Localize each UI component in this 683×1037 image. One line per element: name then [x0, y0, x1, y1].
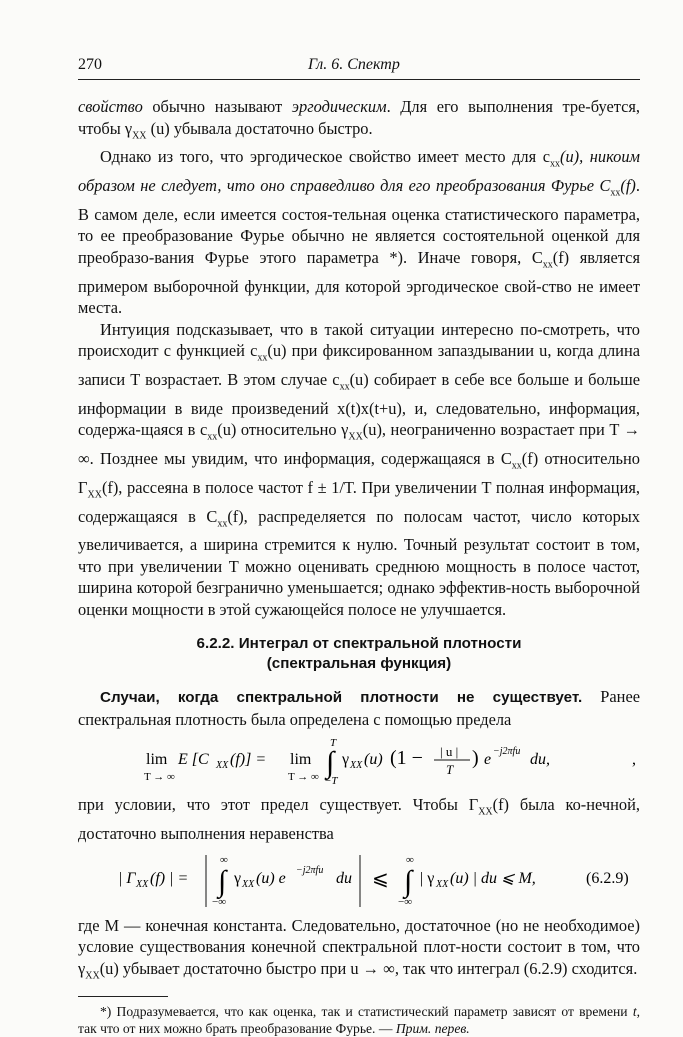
text: *) Подразумевается, что как оценка, так и статистический параметр зависят от времени	[100, 1004, 633, 1020]
text: (u) убывала достаточно быстро.	[146, 118, 373, 138]
text: (u) при фиксированном запаздывании u, когда длина записи T возрастает. В этом случае c	[78, 341, 640, 389]
integral-lower-limit: −∞	[212, 895, 227, 908]
lhs-end: (f) | =	[150, 869, 189, 887]
text: Ранее спектральная плотность была определена с помощью предела	[78, 687, 640, 729]
differential: du	[336, 869, 352, 887]
exponent: −j2πfu	[296, 864, 324, 876]
text: . Для его выполнения тре-буется, чтобы γ	[78, 97, 640, 138]
subscript: xx	[550, 158, 560, 170]
subscript: XX	[87, 489, 102, 501]
italic-symbol: t	[632, 1004, 637, 1020]
lhs-end: (f)] =	[230, 751, 267, 769]
equation-number: (6.2.9)	[586, 869, 629, 887]
subscript: xx	[207, 431, 218, 443]
integral-sign: ∫	[326, 746, 335, 780]
text: (u) относительно γ	[217, 420, 349, 440]
integrand-subscript: XX	[350, 760, 363, 772]
subscript: xx	[511, 460, 522, 472]
subscript: xx	[257, 352, 268, 364]
integrand: γ	[234, 869, 242, 887]
fraction-numerator: | u |	[440, 744, 459, 760]
page-header	[78, 52, 640, 78]
integrand-rest: (u) e	[256, 869, 286, 887]
text: где M — конечная константа. Следовательно, достаточное (но не необходимое) условие существования конечной спектральной плот-ности состоит в том, что γ	[78, 915, 640, 978]
page	[78, 52, 640, 1037]
text: (f), рассеяна в полосе частот f ± 1/T. При увеличении T полная информация, содержащаяся в C	[78, 477, 640, 526]
text: Однако из того, что эргодическое свойство имеет место для c	[100, 147, 550, 167]
integrand2-subscript: XX	[436, 878, 449, 890]
exponent: −j2πfu	[493, 746, 521, 758]
fraction-denominator: T	[446, 762, 454, 778]
lhs-subscript: XX	[136, 878, 149, 890]
leq-symbol: ⩽	[372, 867, 389, 890]
paragraph-1	[78, 96, 640, 146]
run-in-heading: Случаи, когда спектральной плотности не существует.	[100, 689, 583, 707]
text: (u) собирает в себе все больше и больше информации в виде произведений x(t)x(t+u), и, следовательно, информация, содержа-щаяся в c	[78, 369, 641, 440]
integral-upper-limit: T	[330, 737, 337, 750]
integrand2-rest: (u) | du ⩽ M,	[450, 869, 536, 887]
integral2-lower-limit: −∞	[398, 895, 413, 908]
footnote	[78, 1003, 640, 1037]
page-body	[78, 96, 640, 1037]
running-title: Гл. 6. Спектр	[308, 56, 400, 73]
section-title: 6.2.2. Интеграл от спектральной плотности	[196, 635, 522, 653]
text: . В самом деле, если имеется состоя-тельная оценка статистического параметра, то ее преобразование Фурье обычно не является состоятельной оценкой для преобразо-вания Фурье этого параметра *). Иначе говоря, C	[78, 176, 640, 267]
differential: du,	[530, 751, 550, 769]
trailing-comma: ,	[632, 751, 636, 769]
text: (u) убывает достаточно быстро при u → ∞, так что интеграл (6.2.9) сходится.	[99, 958, 638, 978]
subscript: xx	[217, 517, 228, 529]
exp-base: e	[484, 751, 492, 769]
integrand-subscript: XX	[242, 878, 255, 890]
section-heading	[78, 634, 640, 674]
paren-open: (1 −	[390, 747, 423, 770]
lhs-expression: | Γ	[118, 869, 136, 887]
formula-limit	[78, 734, 640, 790]
paragraph-4	[78, 686, 640, 730]
integrand: γ	[342, 751, 350, 769]
text: , так что от них можно брать преобразование Фурье. —	[78, 1004, 640, 1037]
italic-statement: (f)	[620, 176, 636, 196]
italic-term: свойство	[78, 97, 143, 116]
page-number: 270	[78, 56, 102, 73]
text: обычно называют	[142, 97, 292, 116]
translator-note: Прим. перев.	[395, 1021, 470, 1037]
lim-subscript: T → ∞	[144, 771, 175, 784]
subscript: xx	[339, 381, 350, 393]
subscript: xx	[610, 187, 621, 199]
formula-inequality	[78, 849, 640, 911]
integral2-upper-limit: ∞	[406, 853, 414, 866]
subscript: XX	[478, 806, 493, 818]
text: (f), распределяется по полосам частот, число которых увеличивается, а ширина стремится к нулю. Точный результат состоит в том, что при увеличении T можно оценивать среднюю мощность в полосе частот, ширина которой безгранично уменьшается; однако эффектив-ность выборочной оценки мощности в этой сужающейся полосе не улучшается.	[78, 506, 640, 619]
lim-subscript-2: T → ∞	[288, 771, 319, 784]
header-rule	[78, 79, 640, 80]
text: (f) является примером выборочной функции, для которой эргодическое свой-ство не имеет места.	[78, 247, 640, 318]
integral-upper-limit: ∞	[220, 853, 228, 866]
subscript: xx	[542, 259, 553, 271]
paragraph-5	[78, 794, 640, 844]
section-subtitle: (спектральная функция)	[266, 655, 452, 673]
lim-symbol-2: lim	[290, 751, 312, 769]
text: (u), неограниченно возрастает при T → ∞. Позднее мы увидим, что информация, содержащаяся в C	[78, 420, 640, 468]
lim-symbol: lim	[146, 751, 168, 769]
italic-statement: (u), никоим образом не следует, что оно справедливо для его преобразования Фурье C	[78, 147, 640, 196]
subscript: XX	[348, 431, 363, 443]
paragraph-3	[78, 319, 640, 621]
text: (f) относительно Γ	[78, 448, 640, 497]
text: (f) была ко-нечной, достаточно выполнения неравенства	[78, 795, 640, 844]
integrand-arg: (u)	[364, 751, 383, 769]
paragraph-2	[78, 146, 640, 318]
paragraph-6	[78, 915, 640, 987]
lhs-expression: E [C	[178, 751, 209, 769]
subscript: XX	[85, 969, 100, 981]
lhs-subscript: XX	[216, 760, 229, 772]
integral-lower-limit: −T	[324, 775, 338, 788]
paren-close: )	[472, 747, 479, 770]
integral2-sign: ∫	[404, 864, 413, 898]
integral-sign: ∫	[218, 864, 227, 898]
footnote-rule	[78, 996, 168, 997]
integrand2: | γ	[420, 869, 435, 887]
text: Интуиция подсказывает, что в такой ситуации интересно по-смотреть, что происходит с функцией c	[78, 319, 640, 361]
italic-term: эргодическим	[291, 97, 387, 116]
subscript: XX	[132, 129, 147, 141]
text: при условии, что этот предел существует. Чтобы Γ	[78, 795, 479, 815]
